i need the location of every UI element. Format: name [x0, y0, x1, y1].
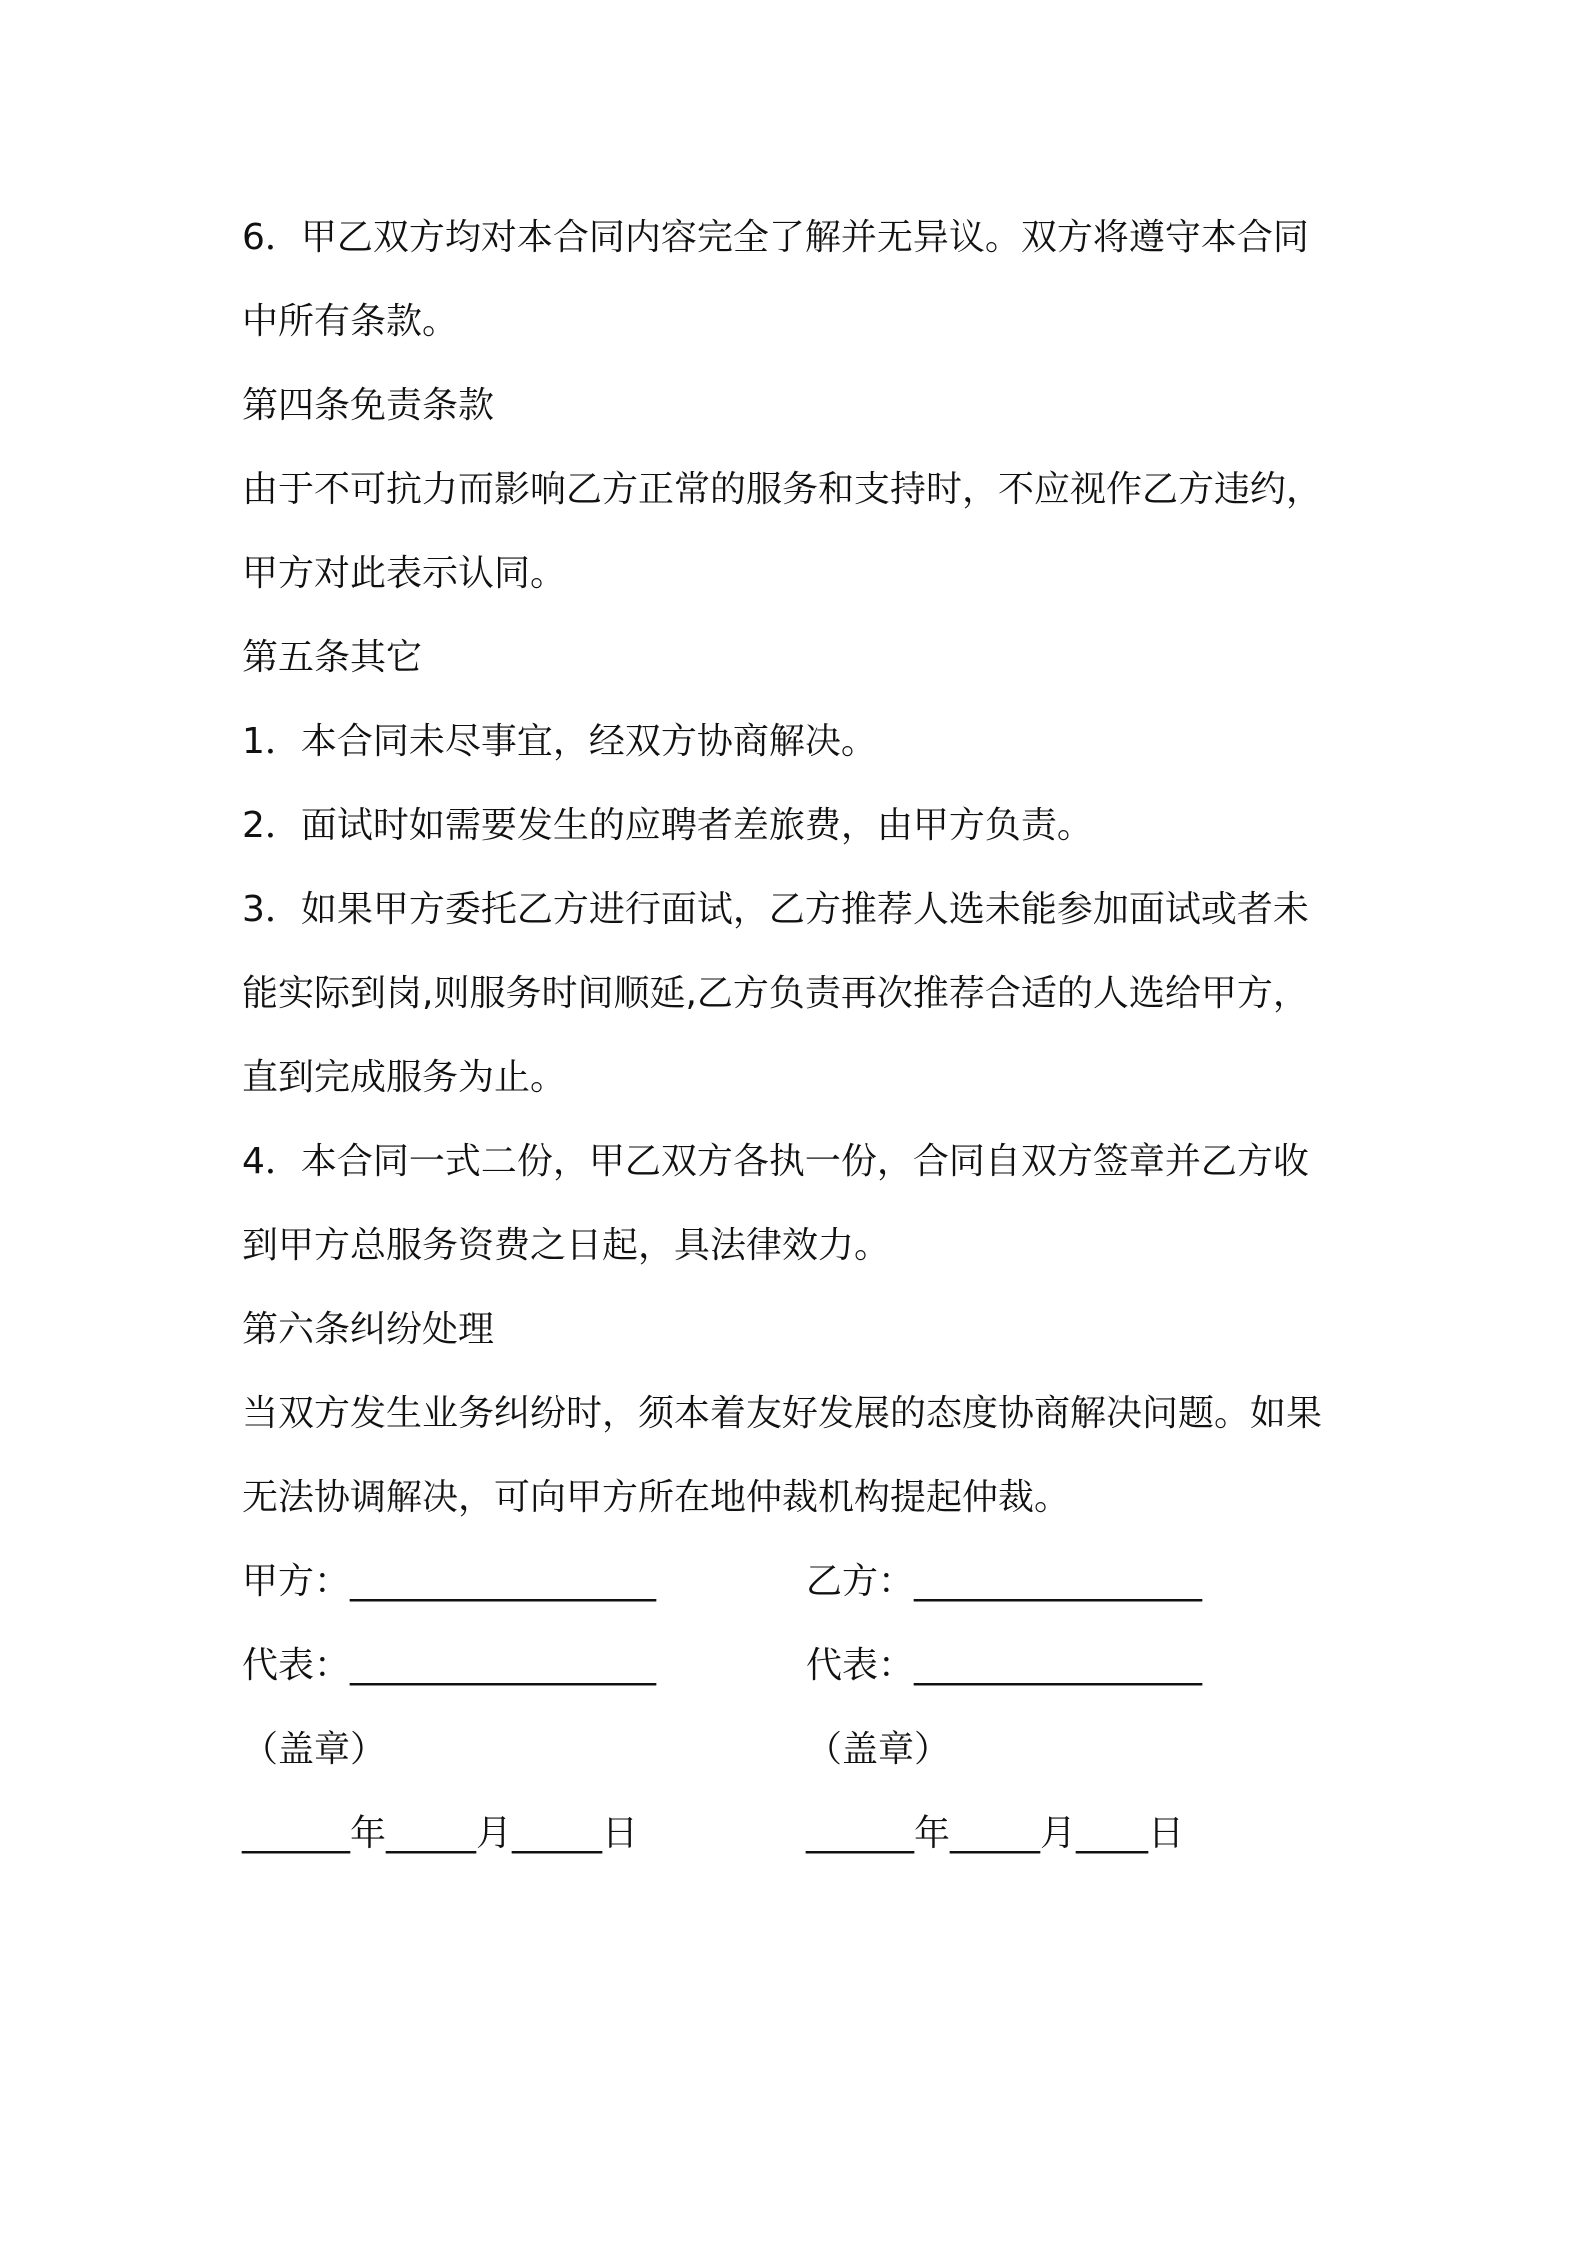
signature-party-row [242, 1540, 1352, 1624]
party-a-signature-line: 甲方：_________________ [242, 1561, 657, 1602]
party-b-seal-label: （盖章） [806, 1729, 951, 1770]
party-b-signature-line: 乙方：________________ [806, 1561, 1203, 1602]
article-5-item-3-line-1: 3．如果甲方委托乙方进行面试，乙方推荐人选未能参加面试或者未 [242, 889, 1309, 930]
article-5-item-4-line-2: 到甲方总服务资费之日起，具法律效力。 [242, 1225, 891, 1266]
party-b-date-line: ______年_____月____日 [806, 1813, 1184, 1854]
article-6-text-line-1: 当双方发生业务纠纷时，须本着友好发展的态度协商解决问题。如果 [242, 1393, 1323, 1434]
party-b-representative-line: 代表：________________ [806, 1645, 1203, 1686]
article-5-item-3-line-2: 能实际到岗,则服务时间顺延,乙方负责再次推荐合适的人选给甲方， [242, 973, 1309, 1014]
signature-representative-row [242, 1624, 1352, 1708]
article-6-heading: 第六条纠纷处理 [242, 1309, 495, 1350]
article-4-text-line-2: 甲方对此表示认同。 [242, 553, 567, 594]
article-4-heading: 第四条免责条款 [242, 385, 495, 426]
clause-6-line-2: 中所有条款。 [242, 301, 459, 342]
signature-seal-row [242, 1708, 1352, 1792]
article-5-item-3-line-3: 直到完成服务为止。 [242, 1057, 567, 1098]
article-4-text-line-1: 由于不可抗力而影响乙方正常的服务和支持时，不应视作乙方违约， [242, 469, 1323, 510]
party-a-representative-line: 代表：_________________ [242, 1645, 657, 1686]
party-a-seal-label: （盖章） [242, 1729, 387, 1770]
party-a-date-line: ______年_____月_____日 [242, 1813, 638, 1854]
article-5-item-2: 2．面试时如需要发生的应聘者差旅费，由甲方负责。 [242, 805, 1093, 846]
signature-date-row [242, 1792, 1352, 1876]
document-body [242, 196, 1352, 1876]
article-5-heading: 第五条其它 [242, 637, 423, 678]
article-5-item-1: 1．本合同未尽事宜，经双方协商解决。 [242, 721, 877, 762]
article-5-item-4-line-1: 4．本合同一式二份，甲乙双方各执一份，合同自双方签章并乙方收 [242, 1141, 1309, 1182]
clause-6-line-1: 6．甲乙双方均对本合同内容完全了解并无异议。双方将遵守本合同 [242, 217, 1309, 258]
article-6-text-line-2: 无法协调解决，可向甲方所在地仲裁机构提起仲裁。 [242, 1477, 1071, 1518]
